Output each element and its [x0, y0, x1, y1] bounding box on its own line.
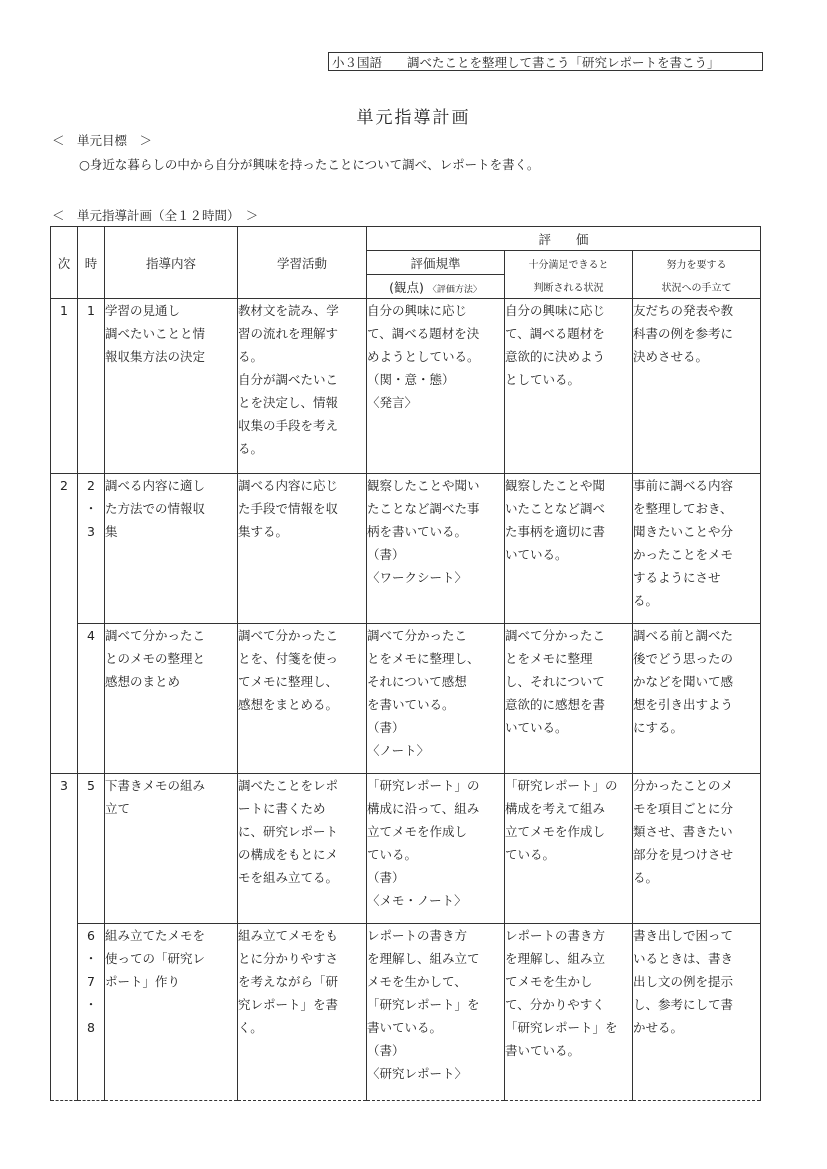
- cell-line: 2: [87, 478, 95, 493]
- cell-satisfied: [505, 299, 633, 474]
- cell-line: 調べて分かったこ: [367, 628, 468, 643]
- cell-line: とをメモに整理し、: [367, 651, 480, 666]
- cell-line: 調べたいことと情: [105, 326, 206, 341]
- cell-line: る。: [633, 593, 659, 608]
- cell-line: 立て: [105, 801, 131, 816]
- cell-line: る。: [633, 870, 659, 885]
- header-activity: 学習活動: [238, 227, 367, 299]
- cell-line: た事柄を適切に書: [505, 524, 606, 539]
- cell-line: 調べる内容に応じ: [238, 478, 339, 493]
- header-criteria-method: 〈評価方法〉: [427, 284, 482, 295]
- table-row: [51, 924, 761, 1101]
- plan-table: [50, 226, 761, 1101]
- cell-line: 調べて分かったこ: [238, 628, 339, 643]
- cell-line: とのメモの整理と: [105, 651, 206, 666]
- cell-line: 聞きたいことや分: [633, 524, 734, 539]
- cell-activity: [238, 624, 367, 774]
- cell-line: 立てメモを作成し: [367, 824, 468, 839]
- cell-line: いたことなど調べ: [505, 501, 606, 516]
- cell-satisfied: [505, 624, 633, 774]
- cell-line: 「研究レポート」の: [505, 778, 618, 793]
- cell-toki: [78, 624, 105, 774]
- cell-line: 報収集方法の決定: [105, 349, 206, 364]
- cell-line: 意欲的に決めよう: [505, 349, 606, 364]
- header-criteria-sub: [367, 275, 505, 299]
- cell-line: 類させ、書きたい: [633, 824, 733, 839]
- cell-line: 下書きメモの組み: [105, 778, 206, 793]
- cell-line: 8: [87, 1020, 95, 1035]
- cell-criteria: [367, 474, 505, 624]
- cell-line: を書いている。: [367, 697, 455, 712]
- cell-line: モを組み立てる。: [238, 870, 339, 885]
- cell-line: の構成をもとにメ: [238, 847, 339, 862]
- cell-line: 組み立てメモをも: [238, 928, 339, 943]
- cell-support: [633, 924, 761, 1101]
- cell-ji: 3: [51, 774, 78, 1101]
- cell-criteria: [367, 299, 505, 474]
- cell-line: いている。: [505, 547, 568, 562]
- cell-line: る。: [238, 441, 264, 456]
- cell-line: （書）: [367, 720, 405, 735]
- cell-toki: [78, 774, 105, 924]
- header-support-line2: 状況への手立て: [661, 282, 732, 294]
- cell-line: にする。: [633, 720, 684, 735]
- cell-line: を理解し、組み立: [505, 951, 606, 966]
- cell-support: [633, 624, 761, 774]
- cell-line: 後でどう思ったの: [633, 651, 734, 666]
- cell-line: 決めさせる。: [633, 349, 709, 364]
- cell-content: [105, 924, 238, 1101]
- cell-toki: [78, 924, 105, 1101]
- header-satisfied-line1: 十分満足できると: [528, 259, 609, 271]
- cell-line: 書いている。: [505, 1043, 581, 1058]
- header-satisfied-line2: 判断される状況: [533, 282, 604, 294]
- cell-line: （関・意・態）: [367, 372, 455, 387]
- cell-ji: 1: [51, 299, 78, 474]
- header-content: 指導内容: [105, 227, 238, 299]
- cell-line: 〈メモ・ノート〉: [367, 893, 467, 908]
- cell-line: 分かったことのメ: [633, 778, 734, 793]
- cell-line: 「研究レポート」を: [505, 1020, 618, 1035]
- cell-line: 7: [87, 974, 95, 989]
- unit-header-label: 小３国語 調べたことを整理して書こう「研究レポートを書こう」: [328, 52, 763, 71]
- cell-line: それについて感想: [367, 674, 467, 689]
- cell-line: 学習の見通し: [105, 303, 181, 318]
- cell-line: かったことをメモ: [633, 547, 734, 562]
- header-criteria: 評価規準: [367, 251, 505, 275]
- cell-line: 集: [105, 524, 118, 539]
- cell-line: ・: [84, 997, 98, 1012]
- cell-line: するようにさせ: [633, 570, 721, 585]
- cell-line: を考えながら「研: [238, 974, 339, 989]
- cell-line: かせる。: [633, 1020, 684, 1035]
- header-support: [633, 251, 761, 299]
- cell-line: 観察したことや聞い: [367, 478, 480, 493]
- cell-line: 感想のまとめ: [105, 674, 181, 689]
- table-row: [51, 624, 761, 774]
- cell-line: とを決定し、情報: [238, 395, 339, 410]
- goal-heading: ＜ 単元目標 ＞: [52, 133, 153, 148]
- cell-line: かなどを聞いて感: [633, 674, 734, 689]
- cell-line: 構成に沿って、組み: [367, 801, 480, 816]
- cell-criteria: [367, 774, 505, 924]
- cell-line: いている。: [505, 720, 568, 735]
- cell-line: し、それについて: [505, 674, 605, 689]
- cell-line: ている。: [367, 847, 418, 862]
- cell-line: 調べて分かったこ: [505, 628, 606, 643]
- cell-line: し、参考にして書: [633, 997, 734, 1012]
- cell-line: 究レポート」を書: [238, 997, 339, 1012]
- cell-line: 自分の興味に応じ: [367, 303, 468, 318]
- cell-line: 使っての「研究レ: [105, 951, 206, 966]
- table-row: [51, 774, 761, 924]
- cell-support: [633, 474, 761, 624]
- cell-line: 〈ノート〉: [367, 743, 430, 758]
- cell-line: 6: [87, 928, 95, 943]
- cell-line: モを項目ごとに分: [633, 801, 734, 816]
- cell-satisfied: [505, 474, 633, 624]
- cell-line: てメモを生かし: [505, 974, 593, 989]
- cell-activity: [238, 774, 367, 924]
- cell-line: 自分の興味に応じ: [505, 303, 606, 318]
- cell-line: レポートの書き方: [367, 928, 468, 943]
- cell-line: 自分が調べたいこ: [238, 372, 339, 387]
- cell-line: た手段で情報を収: [238, 501, 339, 516]
- cell-line: 4: [87, 628, 95, 643]
- cell-activity: [238, 924, 367, 1101]
- cell-line: 1: [87, 303, 95, 318]
- cell-line: を整理しておき、: [633, 501, 733, 516]
- cell-line: ・: [84, 951, 98, 966]
- cell-line: （書）: [367, 1043, 405, 1058]
- cell-line: 科書の例を参考に: [633, 326, 734, 341]
- header-toki: 時: [78, 227, 105, 299]
- cell-line: 調べたことをレポ: [238, 778, 339, 793]
- cell-line: 教材文を読み、学: [238, 303, 339, 318]
- cell-line: てメモに整理し、: [238, 674, 339, 689]
- cell-line: メモを生かして、: [367, 974, 467, 989]
- table-row: [51, 474, 761, 624]
- cell-line: 〈研究レポート〉: [367, 1066, 468, 1081]
- cell-line: 部分を見つけさせ: [633, 847, 734, 862]
- cell-line: く。: [238, 1020, 263, 1035]
- cell-line: とに分かりやすさ: [238, 951, 339, 966]
- cell-line: 立てメモを作成し: [505, 824, 606, 839]
- cell-line: 調べて分かったこ: [105, 628, 206, 643]
- cell-support: [633, 299, 761, 474]
- cell-content: [105, 474, 238, 624]
- cell-line: 5: [87, 778, 95, 793]
- cell-line: （書）: [367, 870, 405, 885]
- cell-line: （書）: [367, 547, 405, 562]
- cell-content: [105, 624, 238, 774]
- cell-line: 書いている。: [367, 1020, 443, 1035]
- cell-line: 事前に調べる内容: [633, 478, 734, 493]
- cell-ji: 2: [51, 474, 78, 774]
- table-row: [51, 299, 761, 474]
- header-criteria-viewpoint: (観点): [389, 279, 424, 295]
- header-ji: 次: [51, 227, 78, 299]
- cell-line: 〈発言〉: [367, 395, 418, 410]
- cell-line: 収集の手段を考え: [238, 418, 339, 433]
- cell-line: を理解し、組み立て: [367, 951, 480, 966]
- cell-line: ・: [84, 501, 98, 516]
- cell-line: ている。: [505, 847, 556, 862]
- cell-line: 〈ワークシート〉: [367, 570, 468, 585]
- cell-toki: [78, 474, 105, 624]
- cell-line: て、調べる題材を: [505, 326, 605, 341]
- cell-content: [105, 774, 238, 924]
- cell-line: 出し文の例を提示: [633, 974, 734, 989]
- goal-text: ○身近な暮らしの中から自分が興味を持ったことについて調べ、レポートを書く。: [79, 157, 540, 172]
- cell-line: レポートの書き方: [505, 928, 606, 943]
- plan-heading: ＜ 単元指導計画（全１２時間） ＞: [52, 208, 259, 223]
- cell-criteria: [367, 924, 505, 1101]
- cell-line: て、分かりやすく: [505, 997, 605, 1012]
- cell-line: たことなど調べた事: [367, 501, 480, 516]
- cell-line: た方法での情報収: [105, 501, 206, 516]
- cell-satisfied: [505, 774, 633, 924]
- cell-activity: [238, 299, 367, 474]
- cell-line: 意欲的に感想を書: [505, 697, 606, 712]
- header-support-line1: 努力を要する: [666, 259, 727, 271]
- cell-criteria: [367, 624, 505, 774]
- cell-line: とを、付箋を使っ: [238, 651, 339, 666]
- cell-line: としている。: [505, 372, 581, 387]
- cell-line: 「研究レポート」を: [367, 997, 480, 1012]
- cell-line: とをメモに整理: [505, 651, 593, 666]
- page-title: 単元指導計画: [356, 108, 471, 128]
- cell-line: 柄を書いている。: [367, 524, 468, 539]
- cell-line: 集する。: [238, 524, 289, 539]
- cell-line: 友だちの発表や教: [633, 303, 734, 318]
- cell-line: 調べる前と調べた: [633, 628, 734, 643]
- cell-line: 構成を考えて組み: [505, 801, 606, 816]
- cell-support: [633, 774, 761, 924]
- cell-satisfied: [505, 924, 633, 1101]
- cell-line: 感想をまとめる。: [238, 697, 339, 712]
- header-hyoka: 評 価: [367, 227, 761, 251]
- cell-line: 組み立てたメモを: [105, 928, 206, 943]
- cell-line: めようとしている。: [367, 349, 480, 364]
- cell-line: る。: [238, 349, 264, 364]
- cell-line: 調べる内容に適し: [105, 478, 206, 493]
- cell-line: いるときは、書き: [633, 951, 734, 966]
- cell-line: ートに書くため: [238, 801, 326, 816]
- cell-line: 想を引き出すよう: [633, 697, 734, 712]
- cell-content: [105, 299, 238, 474]
- cell-toki: [78, 299, 105, 474]
- header-satisfied: [505, 251, 633, 299]
- cell-line: ポート」作り: [105, 974, 181, 989]
- cell-line: 習の流れを理解す: [238, 326, 339, 341]
- cell-line: 「研究レポート」の: [367, 778, 480, 793]
- cell-line: て、調べる題材を決: [367, 326, 480, 341]
- cell-line: に、研究レポート: [238, 824, 339, 839]
- cell-line: 書き出しで困って: [633, 928, 734, 943]
- cell-activity: [238, 474, 367, 624]
- cell-line: 3: [87, 524, 95, 539]
- cell-line: 観察したことや聞: [505, 478, 606, 493]
